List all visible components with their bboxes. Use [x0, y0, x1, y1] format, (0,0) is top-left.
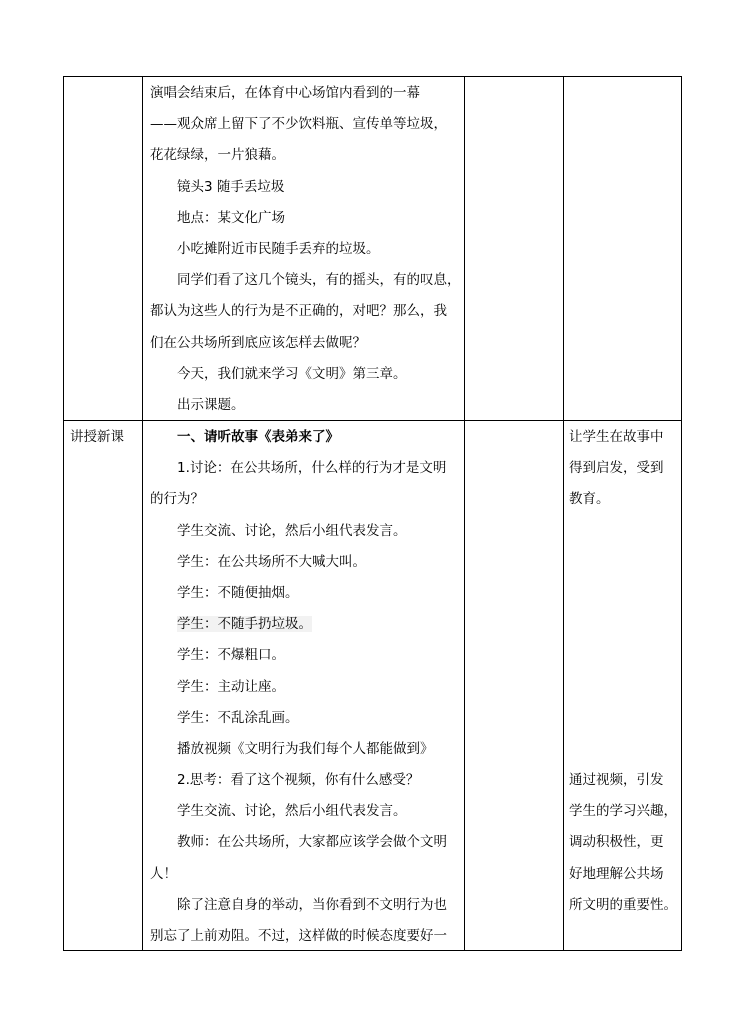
text-line: 教师：在公共场所，大家都应该学会做个文明	[177, 834, 447, 851]
row1-content	[150, 78, 461, 421]
highlighted-text: 学生：不随手扔垃圾。	[177, 616, 312, 633]
note-line: 让学生在故事中	[569, 429, 664, 445]
text-line: 同学们看了这几个镜头，有的摇头，有的叹息，	[177, 272, 461, 289]
text-line: 人！	[150, 865, 177, 882]
text-line: 学生交流、讨论，然后小组代表发言。	[177, 803, 407, 820]
text-line: 演唱会结束后，在体育中心场馆内看到的一幕	[150, 85, 420, 101]
text-line: 学生：主动让座。	[177, 678, 285, 695]
text-line: 地点：某文化广场	[177, 209, 285, 226]
note-line: 所文明的重要性。	[569, 896, 677, 913]
text-line: 小吃摊附近市民随手丢弃的垃圾。	[177, 240, 380, 257]
text-line: 除了注意自身的举动，当你看到不文明行为也	[177, 896, 447, 913]
text-line: 出示课题。	[177, 396, 245, 413]
design-note-1	[569, 422, 664, 516]
design-note-2	[569, 765, 677, 921]
row2-content	[150, 422, 447, 952]
text-line: 的行为？	[150, 491, 204, 508]
text-line: 学生：不乱涂乱画。	[177, 709, 299, 726]
text-line: 学生：不爆粗口。	[177, 647, 285, 664]
table-column-divider-2	[464, 76, 465, 951]
text-line: 学生：在公共场所不大喊大叫。	[177, 553, 366, 570]
text-line: 们在公共场所到底应该怎样去做呢？	[150, 334, 366, 351]
text-line: 别忘了上前劝阻。不过，这样做的时候态度要好一	[150, 928, 447, 944]
table-border-left	[63, 76, 64, 951]
table-border-top	[63, 76, 682, 77]
note-line: 好地理解公共场	[569, 865, 664, 882]
text-line: ——观众席上留下了不少饮料瓶、宣传单等垃圾，	[150, 116, 447, 133]
section-heading: 一、请听故事《表弟来了》	[177, 429, 339, 445]
section-label: 讲授新课	[70, 429, 124, 445]
table-border-right	[681, 76, 682, 951]
text-line: 播放视频《文明行为我们每个人都能做到》	[177, 740, 434, 757]
text-line: 今天，我们就来学习《文明》第三章。	[177, 365, 407, 382]
text-line	[150, 609, 447, 640]
text-line: 学生交流、讨论，然后小组代表发言。	[177, 522, 407, 539]
text-line: 学生：不随便抽烟。	[177, 584, 299, 601]
text-line: 花花绿绿，一片狼藉。	[150, 147, 285, 164]
note-line: 教育。	[569, 491, 610, 508]
note-line: 学生的学习兴趣，	[569, 803, 677, 820]
text-line: 镜头3 随手丢垃圾	[177, 178, 285, 195]
text-line: 都认为这些人的行为是不正确的，对吧？那么，我	[150, 303, 447, 320]
text-line: 1.讨论：在公共场所，什么样的行为才是文明	[177, 460, 447, 477]
note-line: 通过视频，引发	[569, 772, 664, 788]
note-line: 调动积极性，更	[569, 834, 664, 851]
text-line: 2.思考：看了这个视频，你有什么感受？	[177, 772, 420, 789]
table-column-divider-1	[142, 76, 143, 951]
table-column-divider-3	[563, 76, 564, 951]
note-line: 得到启发，受到	[569, 460, 664, 477]
